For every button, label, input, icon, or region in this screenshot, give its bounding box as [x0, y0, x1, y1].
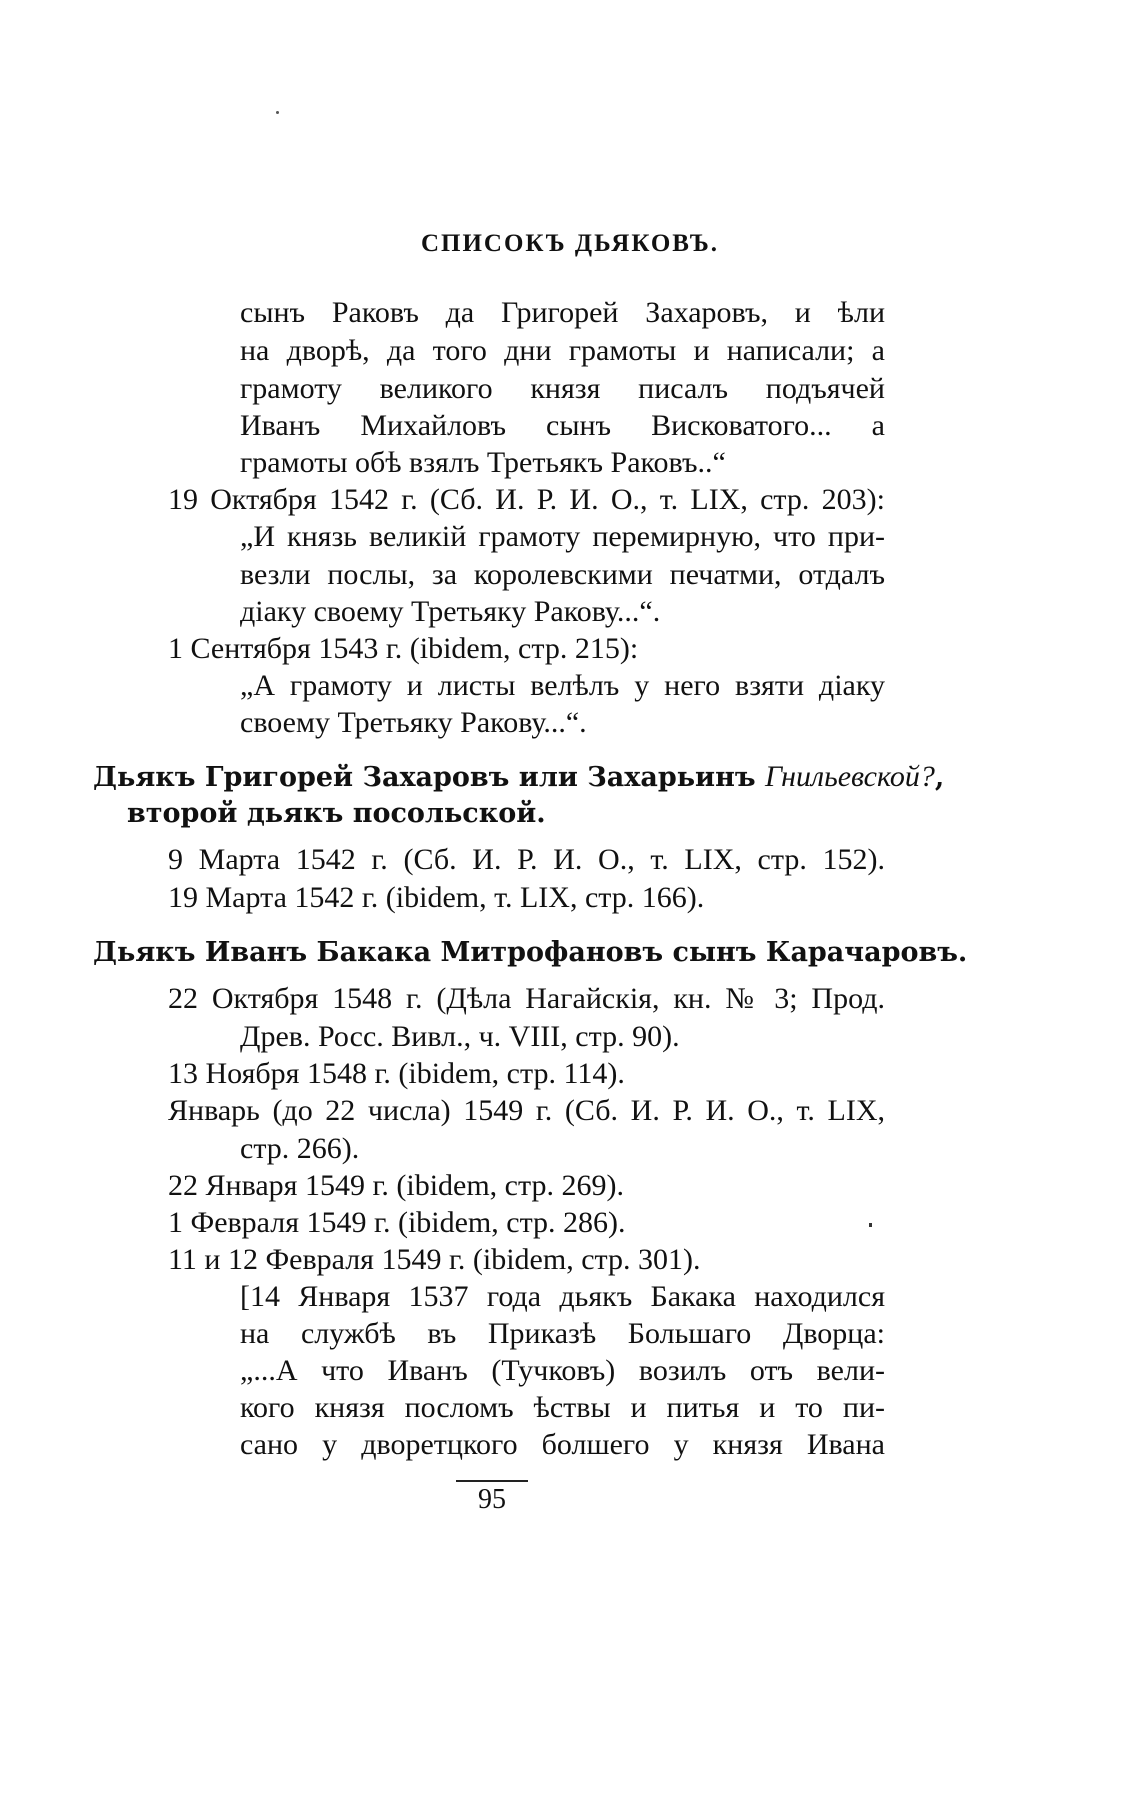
citation-line: 19 Марта 1542 г. (ibidem, т. LIX, стр. 166).: [168, 881, 705, 914]
text-line: своему Третьяку Ракову...“.: [240, 706, 587, 739]
citation-line: 19 Октября 1542 г. (Сб. И. Р. И. О., т. LIX, стр. 203):: [168, 483, 885, 516]
running-header: СПИСОКЪ ДЬЯКОВЪ.: [420, 230, 720, 257]
text-line: грамоты обѣ взялъ Третьякъ Раковъ..“: [240, 446, 726, 479]
text-line: [14 Января 1537 года дьякъ Бакака находился: [240, 1280, 885, 1313]
text-line: кого князя посломъ ѣствы и питья и то пи-: [240, 1391, 885, 1424]
citation-line: Древ. Росс. Вивл., ч. VIII, стр. 90).: [240, 1020, 680, 1053]
text-line: на службѣ въ Приказѣ Большаго Дворца:: [240, 1317, 885, 1350]
entry-heading: [93, 759, 944, 795]
text-line: діаку своему Третьяку Ракову...“.: [240, 595, 661, 628]
speck-mark: [869, 1223, 872, 1227]
citation-line: 22 Октября 1548 г. (Дѣла Нагайскія, кн. № 3; Прод.: [168, 982, 885, 1015]
text-line: сано у дворетцкого болшего у князя Ивана: [240, 1428, 885, 1461]
speck-mark: [276, 111, 279, 114]
citation-line: 1 Февраля 1549 г. (ibidem, стр. 286).: [168, 1206, 626, 1239]
text-line: „...А что Иванъ (Тучковъ) возилъ отъ вели-: [240, 1354, 885, 1387]
text-line: на дворѣ, да того дни грамоты и написали; а: [240, 334, 885, 367]
citation-line: стр. 266).: [240, 1132, 360, 1165]
citation-line: 13 Ноября 1548 г. (ibidem, стр. 114).: [168, 1057, 625, 1090]
entry-heading-continuation: второй дьякъ посольской.: [127, 798, 546, 829]
citation-line: 9 Марта 1542 г. (Сб. И. Р. И. О., т. LIX, стр. 152).: [168, 843, 885, 876]
citation-line: 1 Сентября 1543 г. (ibidem, стр. 215):: [168, 632, 639, 665]
page-number: 95: [478, 1484, 506, 1515]
text-line: сынъ Раковъ да Григорей Захаровъ, и ѣли: [240, 296, 885, 329]
entry-heading: Дьякъ Иванъ Бакака Митрофановъ сынъ Карачаровъ.: [93, 937, 968, 968]
heading-name: Дьякъ Григорей Захаровъ или Захарьинъ: [93, 762, 765, 793]
citation-line: 11 и 12 Февраля 1549 г. (ibidem, стр. 301).: [168, 1243, 701, 1276]
text-line: „И князь великій грамоту перемирную, что при-: [240, 520, 885, 553]
text-line: везли послы, за королевскими печатми, отдалъ: [240, 558, 885, 591]
heading-comma: ,: [934, 762, 945, 793]
text-line: грамоту великого князя писалъ подъячей: [240, 372, 885, 405]
text-line: „А грамоту и листы велѣлъ у него взяти діаку: [240, 669, 885, 702]
heading-italic-name: Гнильевской?: [764, 760, 935, 793]
text-line: Иванъ Михайловъ сынъ Висковатого... а: [240, 409, 885, 442]
citation-line: Январь (до 22 числа) 1549 г. (Сб. И. Р. И. О., т. LIX,: [168, 1094, 885, 1127]
citation-line: 22 Января 1549 г. (ibidem, стр. 269).: [168, 1169, 624, 1202]
